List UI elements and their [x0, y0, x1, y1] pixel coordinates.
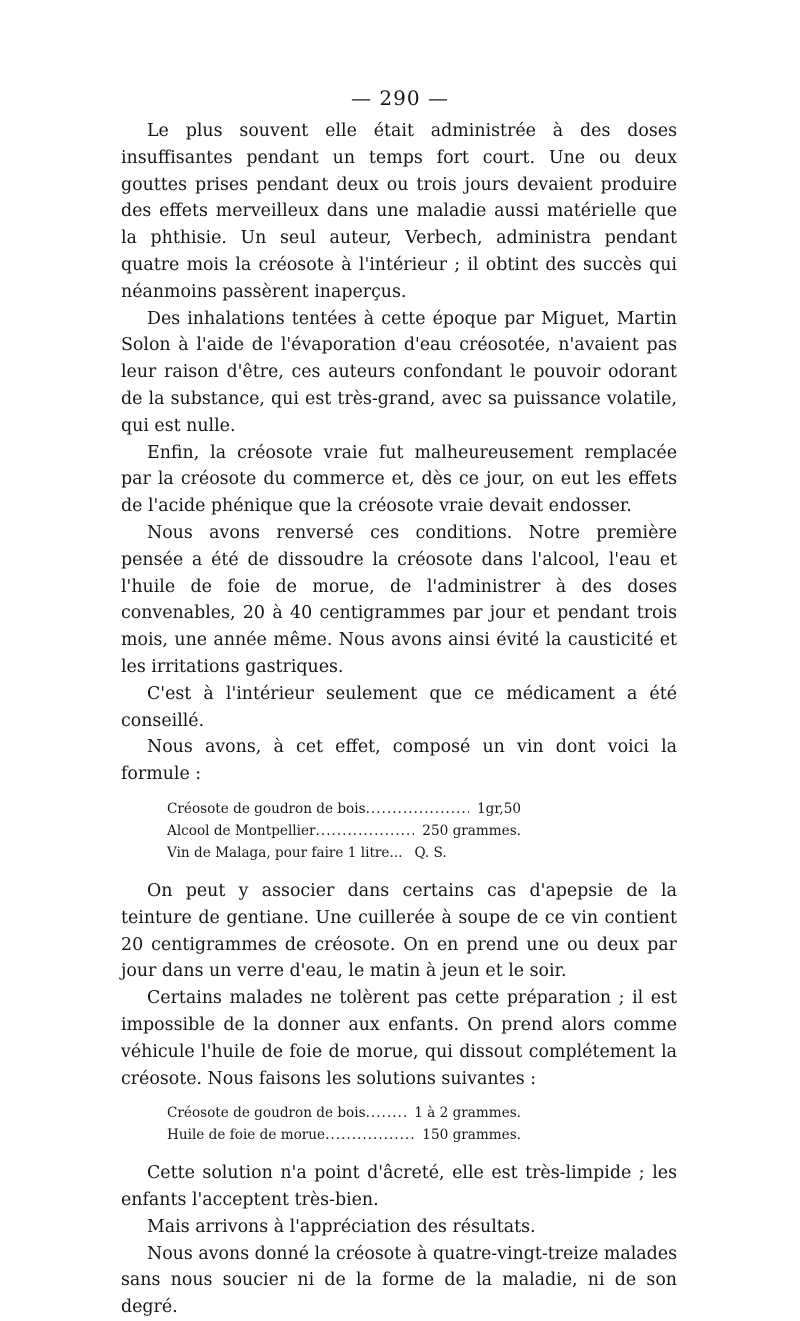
page-number: — 290 — — [351, 86, 449, 110]
formula-ingredient: Huile de foie de morue — [167, 1127, 326, 1144]
formula-row — [121, 820, 521, 842]
formula-row — [121, 842, 521, 864]
leader-dots — [316, 820, 415, 842]
formula-quantity: 1gr,50 — [477, 800, 521, 817]
formula-quantity: Q. S. — [414, 844, 447, 861]
paragraph-11: Nous avons donné la créosote à quatre-vingt-treize malades sans nous soucier ni de la forme de la maladie, ni de son degré. — [121, 1243, 677, 1318]
formula-ingredient: Alcool de Montpellier — [167, 822, 316, 839]
paragraph-10: Mais arrivons à l'appréciation des résultats. — [147, 1216, 536, 1237]
paragraph-7: On peut y associer dans certains cas d'apepsie de la teinture de gentiane. Une cuillerée à soupe de ce vin contient 20 centigrammes de créosote. On en prend une ou deux par jour dans un verre d'eau, le matin à jeun et le soir. — [121, 880, 677, 982]
formula-row — [121, 798, 521, 820]
text-body — [121, 118, 677, 1321]
leader-dots — [366, 1102, 407, 1124]
formula-quantity: 250 grammes. — [422, 822, 521, 839]
paragraph-4: Nous avons renversé ces conditions. Notre première pensée a été de dissoudre la créosote dans l'alcool, l'eau et l'huile de foie de morue, de l'administrer à des doses convenables, 20 à 40 centigrammes par jour et pendant trois mois, une année même. Nous avons ainsi évité la causticité et les irritations gastriques. — [121, 522, 677, 677]
formula-ingredient: Vin de Malaga, pour faire 1 litre... — [167, 844, 403, 861]
oil-formula — [121, 1102, 521, 1146]
formula-ingredient: Créosote de goudron de bois — [167, 800, 366, 817]
paragraph-5: C'est à l'intérieur seulement que ce médicament a été conseillé. — [121, 683, 677, 731]
paragraph-6: Nous avons, à cet effet, composé un vin dont voici la formule : — [121, 737, 677, 785]
paragraph-2: Des inhalations tentées à cette époque par Miguet, Martin Solon à l'aide de l'évaporation d'eau créosotée, n'avaient pas leur raison d'être, ces auteurs confondant le pouvoir odorant de la substance, qui est très-grand, avec sa puissance volatile, qui est nulle. — [121, 308, 677, 436]
paragraph-8: Certains malades ne tolèrent pas cette préparation ; il est impossible de la donner aux enfants. On prend alors comme véhicule l'huile de foie de morue, qui dissout complétement la créosote. Nous faisons les solutions suivantes : — [121, 988, 677, 1089]
paragraph-9: Cette solution n'a point d'âcreté, elle est très-limpide ; les enfants l'acceptent très-bien. — [121, 1163, 677, 1211]
formula-ingredient: Créosote de goudron de bois — [167, 1105, 366, 1122]
paragraph-3: Enfin, la créosote vraie fut malheureusement remplacée par la créosote du commerce et, dès ce jour, on eut les effets de l'acide phénique que la créosote vraie devait endosser. — [121, 442, 677, 517]
formula-quantity: 150 grammes. — [422, 1127, 521, 1144]
paragraph-1: Le plus souvent elle était administrée à des doses insuffisantes pendant un temps fort court. Une ou deux gouttes prises pendant deux ou trois jours devaient produire des effets merveilleux dans une maladie aussi matérielle que la phthisie. Un seul auteur, Verbech, administra pendant quatre mois la créosote à l'intérieur ; il obtint des succès qui néanmoins passèrent inaperçus. — [121, 121, 677, 302]
formula-row — [121, 1102, 521, 1124]
leader-dots — [366, 798, 469, 820]
formula-row — [121, 1124, 521, 1146]
leader-dots — [325, 1124, 414, 1146]
formula-quantity: 1 à 2 grammes. — [414, 1105, 521, 1122]
wine-formula — [121, 798, 521, 864]
